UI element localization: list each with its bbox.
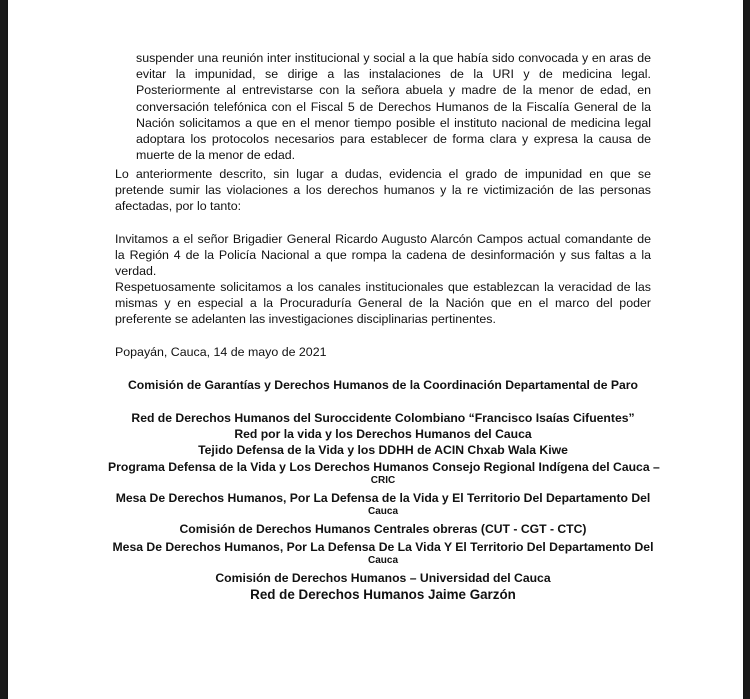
document-page — [8, 0, 743, 699]
signatory-line: CRIC — [370, 474, 396, 486]
paragraph-request: Respetuosamente solicitamos a los canales institucionales que establezcan la veracidad de las mismas y en especial a la Procuraduría General de la Nación que en el marco del poder preferente se adelanten las investigaciones disciplinarias pertinentes. — [115, 280, 651, 327]
paragraph-impunity: Lo anteriormente descrito, sin lugar a dudas, evidencia el grado de impunidad en que se pretende sumir las violaciones a los derechos humanos y la re victimización de las personas afectadas, por lo tanto: — [115, 167, 651, 214]
signatory-line: Mesa De Derechos Humanos, Por La Defensa de la Vida y El Territorio Del Departamento Del — [115, 490, 651, 505]
signatory-line: Tejido Defensa de la Vida y los DDHH de ACIN Chxab Wala Kiwe — [198, 443, 568, 458]
place-and-date: Popayán, Cauca, 14 de mayo de 2021 — [115, 345, 327, 359]
signatory-line: Red de Derechos Humanos del Suroccidente Colombiano “Francisco Isaías Cifuentes” — [131, 411, 635, 425]
signatory-line: Comisión de Derechos Humanos Centrales obreras (CUT - CGT - CTC) — [179, 522, 587, 537]
main-signatory — [108, 377, 658, 393]
signatory-line: Programa Defensa de la Vida y Los Derechos Humanos Consejo Regional Indígena del Cauca – — [108, 459, 660, 474]
signatory-line: Red por la vida y los Derechos Humanos del Cauca — [234, 427, 532, 442]
signatory-line: Comisión de Garantías y Derechos Humanos de la Coordinación Departamental de Paro — [128, 378, 638, 392]
signatory-line: Comisión de Derechos Humanos – Universidad del Cauca — [215, 571, 551, 586]
signatory-line: Red de Derechos Humanos Jaime Garzón — [250, 586, 516, 602]
paragraph-continuation: suspender una reunión inter institucional y social a la que había sido convocada y en aras de evitar la impunidad, se dirige a las instalaciones de la URI y de medicina legal. Posteriormente al entrevistarse con la señora abuela y madre de la menor de edad, en conversación telefónica con el Fiscal 5 de Derechos Humanos de la Fiscalía General de la Nación solicitamos a que en el menor tiempo posible el instituto nacional de medicina legal adoptara los protocolos necesarios para establecer de forma clara y expresa la causa de muerte de la menor de edad. — [136, 51, 651, 163]
signatories-block — [108, 410, 658, 603]
paragraph-invitation: Invitamos a el señor Brigadier General Ricardo Augusto Alarcón Campos actual comandante de la Región 4 de la Policía Nacional a que rompa la cadena de desinformación y sus faltas a la verdad. — [115, 232, 651, 279]
signatory-line: Mesa De Derechos Humanos, Por La Defensa De La Vida Y El Territorio Del Departamento Del — [112, 540, 654, 555]
signatory-line: Cauca — [367, 555, 398, 567]
signatory-line: Cauca — [367, 506, 398, 518]
